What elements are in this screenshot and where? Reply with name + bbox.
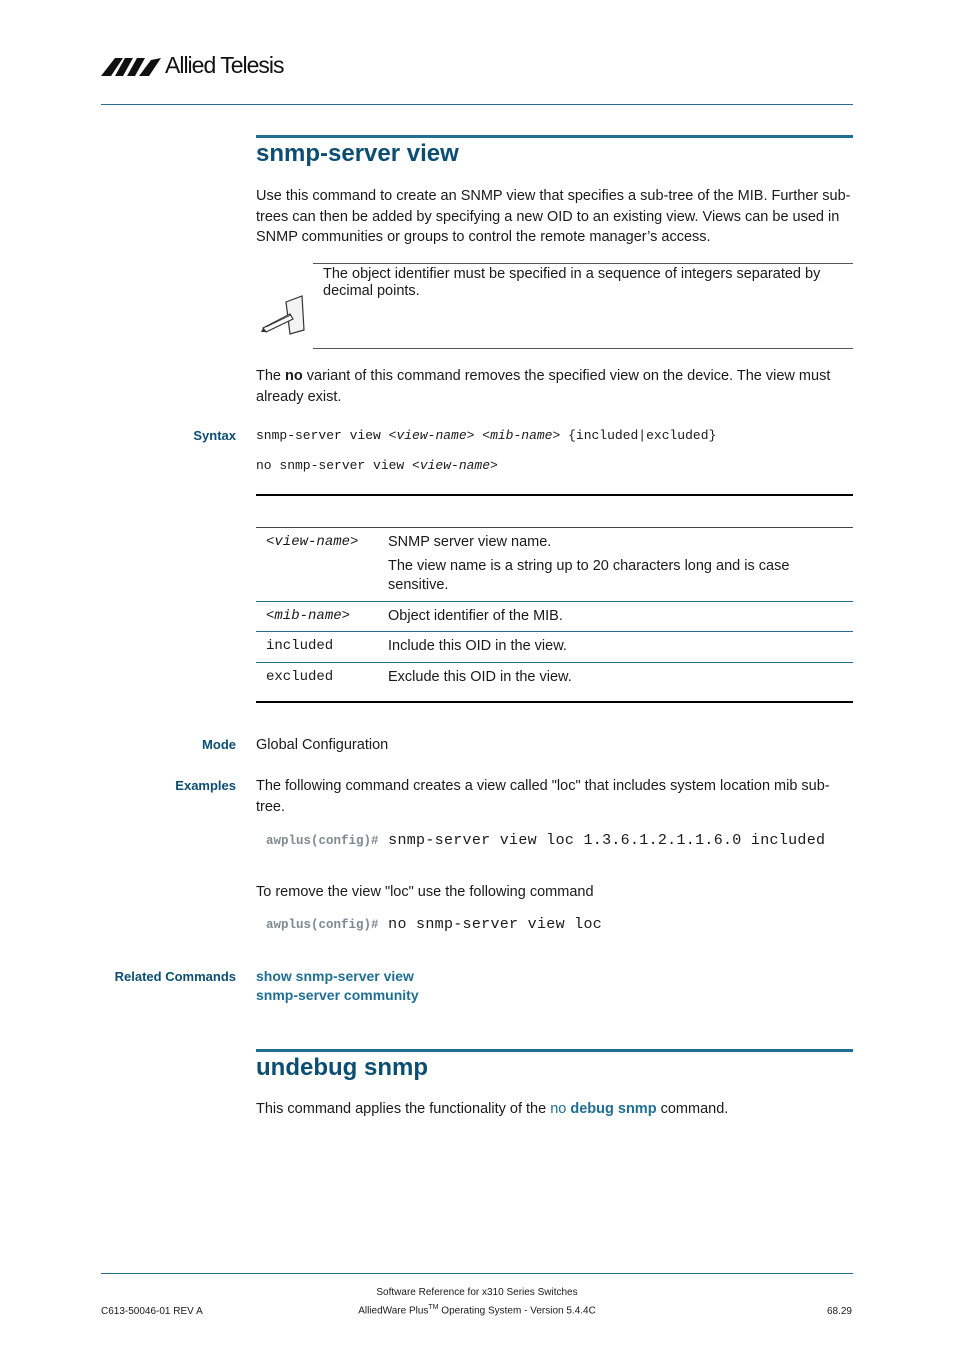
related-link-snmp-server-community[interactable]: snmp-server community — [256, 987, 419, 1003]
param-desc-line: The view name is a string up to 20 characters long and is case sensitive. — [388, 557, 790, 593]
section-rule — [256, 135, 853, 138]
example-remove-text: To remove the view "loc" use the following command — [256, 884, 594, 900]
logo-mark-icon — [101, 54, 165, 78]
no-variant-pre: The — [256, 368, 286, 384]
header-rule — [101, 104, 853, 105]
undebug-text-post: command. — [656, 1101, 729, 1117]
syntax-line-1 — [256, 428, 716, 443]
param-desc — [378, 662, 853, 692]
footer-page-number: 68.29 — [826, 1306, 852, 1317]
related-commands-list — [256, 967, 419, 1005]
example-intro: The following command creates a view called "loc" that includes system location mib sub-tree. — [256, 778, 830, 815]
table-row — [256, 601, 853, 632]
no-keyword: no — [285, 368, 303, 384]
syntax1-view-name: view-name — [396, 428, 467, 443]
undebug-text-pre: This command applies the functionality of the — [256, 1101, 551, 1117]
param-desc — [378, 601, 853, 632]
no-variant-paragraph — [256, 366, 853, 407]
syntax1-a: snmp-server view < — [256, 428, 397, 443]
param-term: <view-name> — [266, 534, 359, 550]
syntax-label: Syntax — [193, 428, 236, 443]
section-rule-2 — [256, 1049, 853, 1052]
param-term: included — [266, 638, 334, 654]
cli-command: snmp-server view loc 1.3.6.1.2.1.1.6.0 included — [388, 832, 826, 849]
note-pencil-icon — [260, 294, 310, 338]
param-term: <mib-name> — [266, 607, 351, 624]
section-title-undebug: undebug snmp — [256, 1054, 428, 1081]
parameter-table — [256, 527, 853, 692]
company-logo — [101, 52, 301, 80]
note-top-rule — [313, 263, 853, 264]
footer-doc-id: C613-50046-01 REV A — [101, 1306, 203, 1317]
mode-value: Global Configuration — [256, 737, 389, 753]
param-desc — [378, 528, 853, 602]
footer-os-version — [0, 1304, 954, 1316]
syntax2-a: no snmp-server view < — [256, 458, 420, 473]
no-variant-post: variant of this command removes the specified view on the device. The view must already exist. — [256, 368, 831, 405]
syntax1-mib-name: mib-name — [490, 428, 553, 443]
table-bottom-rule — [256, 701, 853, 703]
mode-label: Mode — [202, 737, 236, 752]
undebug-paragraph — [256, 1099, 853, 1120]
footer-os-name: AlliedWare Plus — [358, 1305, 429, 1317]
footer-tm: TM — [428, 1304, 439, 1311]
syntax-line-2 — [256, 458, 498, 473]
footer-title: Software Reference for x310 Series Switches — [376, 1287, 578, 1298]
param-desc-line: Exclude this OID in the view. — [388, 668, 572, 685]
footer-rule — [101, 1273, 853, 1274]
table-row — [256, 632, 853, 663]
examples-label: Examples — [175, 778, 236, 793]
table-row — [256, 662, 853, 692]
page-title: snmp-server view — [256, 140, 459, 167]
syntax1-e: > {included|excluded} — [552, 428, 717, 443]
param-term: excluded — [266, 668, 334, 685]
cli-command: no snmp-server view loc — [388, 916, 603, 933]
footer-os-version-text: Operating System - Version 5.4.4C — [438, 1305, 596, 1317]
param-desc-line: Include this OID in the view. — [388, 638, 567, 654]
param-desc-line: Object identifier of the MIB. — [388, 607, 563, 624]
intro-paragraph: Use this command to create an SNMP view that specifies a sub-tree of the MIB. Further sub-trees can then be added by specifying a new OID to an existing view. Views can be used in SNMP communities or groups to control the remote manager’s access. — [256, 188, 851, 245]
syntax-table-top-rule — [256, 494, 853, 496]
param-desc — [378, 632, 853, 663]
note-text: The object identifier must be specified in a sequence of integers separated by decimal points. — [323, 266, 821, 299]
logo-text: Allied Telesis — [165, 52, 284, 78]
related-link-show-snmp-server-view[interactable]: show snmp-server view — [256, 968, 414, 984]
cli-prompt: awplus(config)# — [266, 834, 379, 848]
related-commands-label: Related Commands — [114, 969, 236, 984]
syntax2-view-name: view-name — [419, 458, 491, 473]
cli-prompt: awplus(config)# — [266, 918, 379, 932]
debug-snmp-link[interactable]: debug snmp — [570, 1101, 657, 1117]
no-link[interactable]: no — [550, 1101, 567, 1117]
note-bottom-rule — [313, 348, 853, 349]
param-desc-line: SNMP server view name. — [388, 534, 552, 550]
example-command-2 — [266, 915, 602, 933]
syntax2-c: > — [490, 458, 498, 473]
table-row — [256, 528, 853, 602]
syntax1-c: > < — [466, 428, 491, 443]
example-command-1 — [266, 831, 825, 849]
